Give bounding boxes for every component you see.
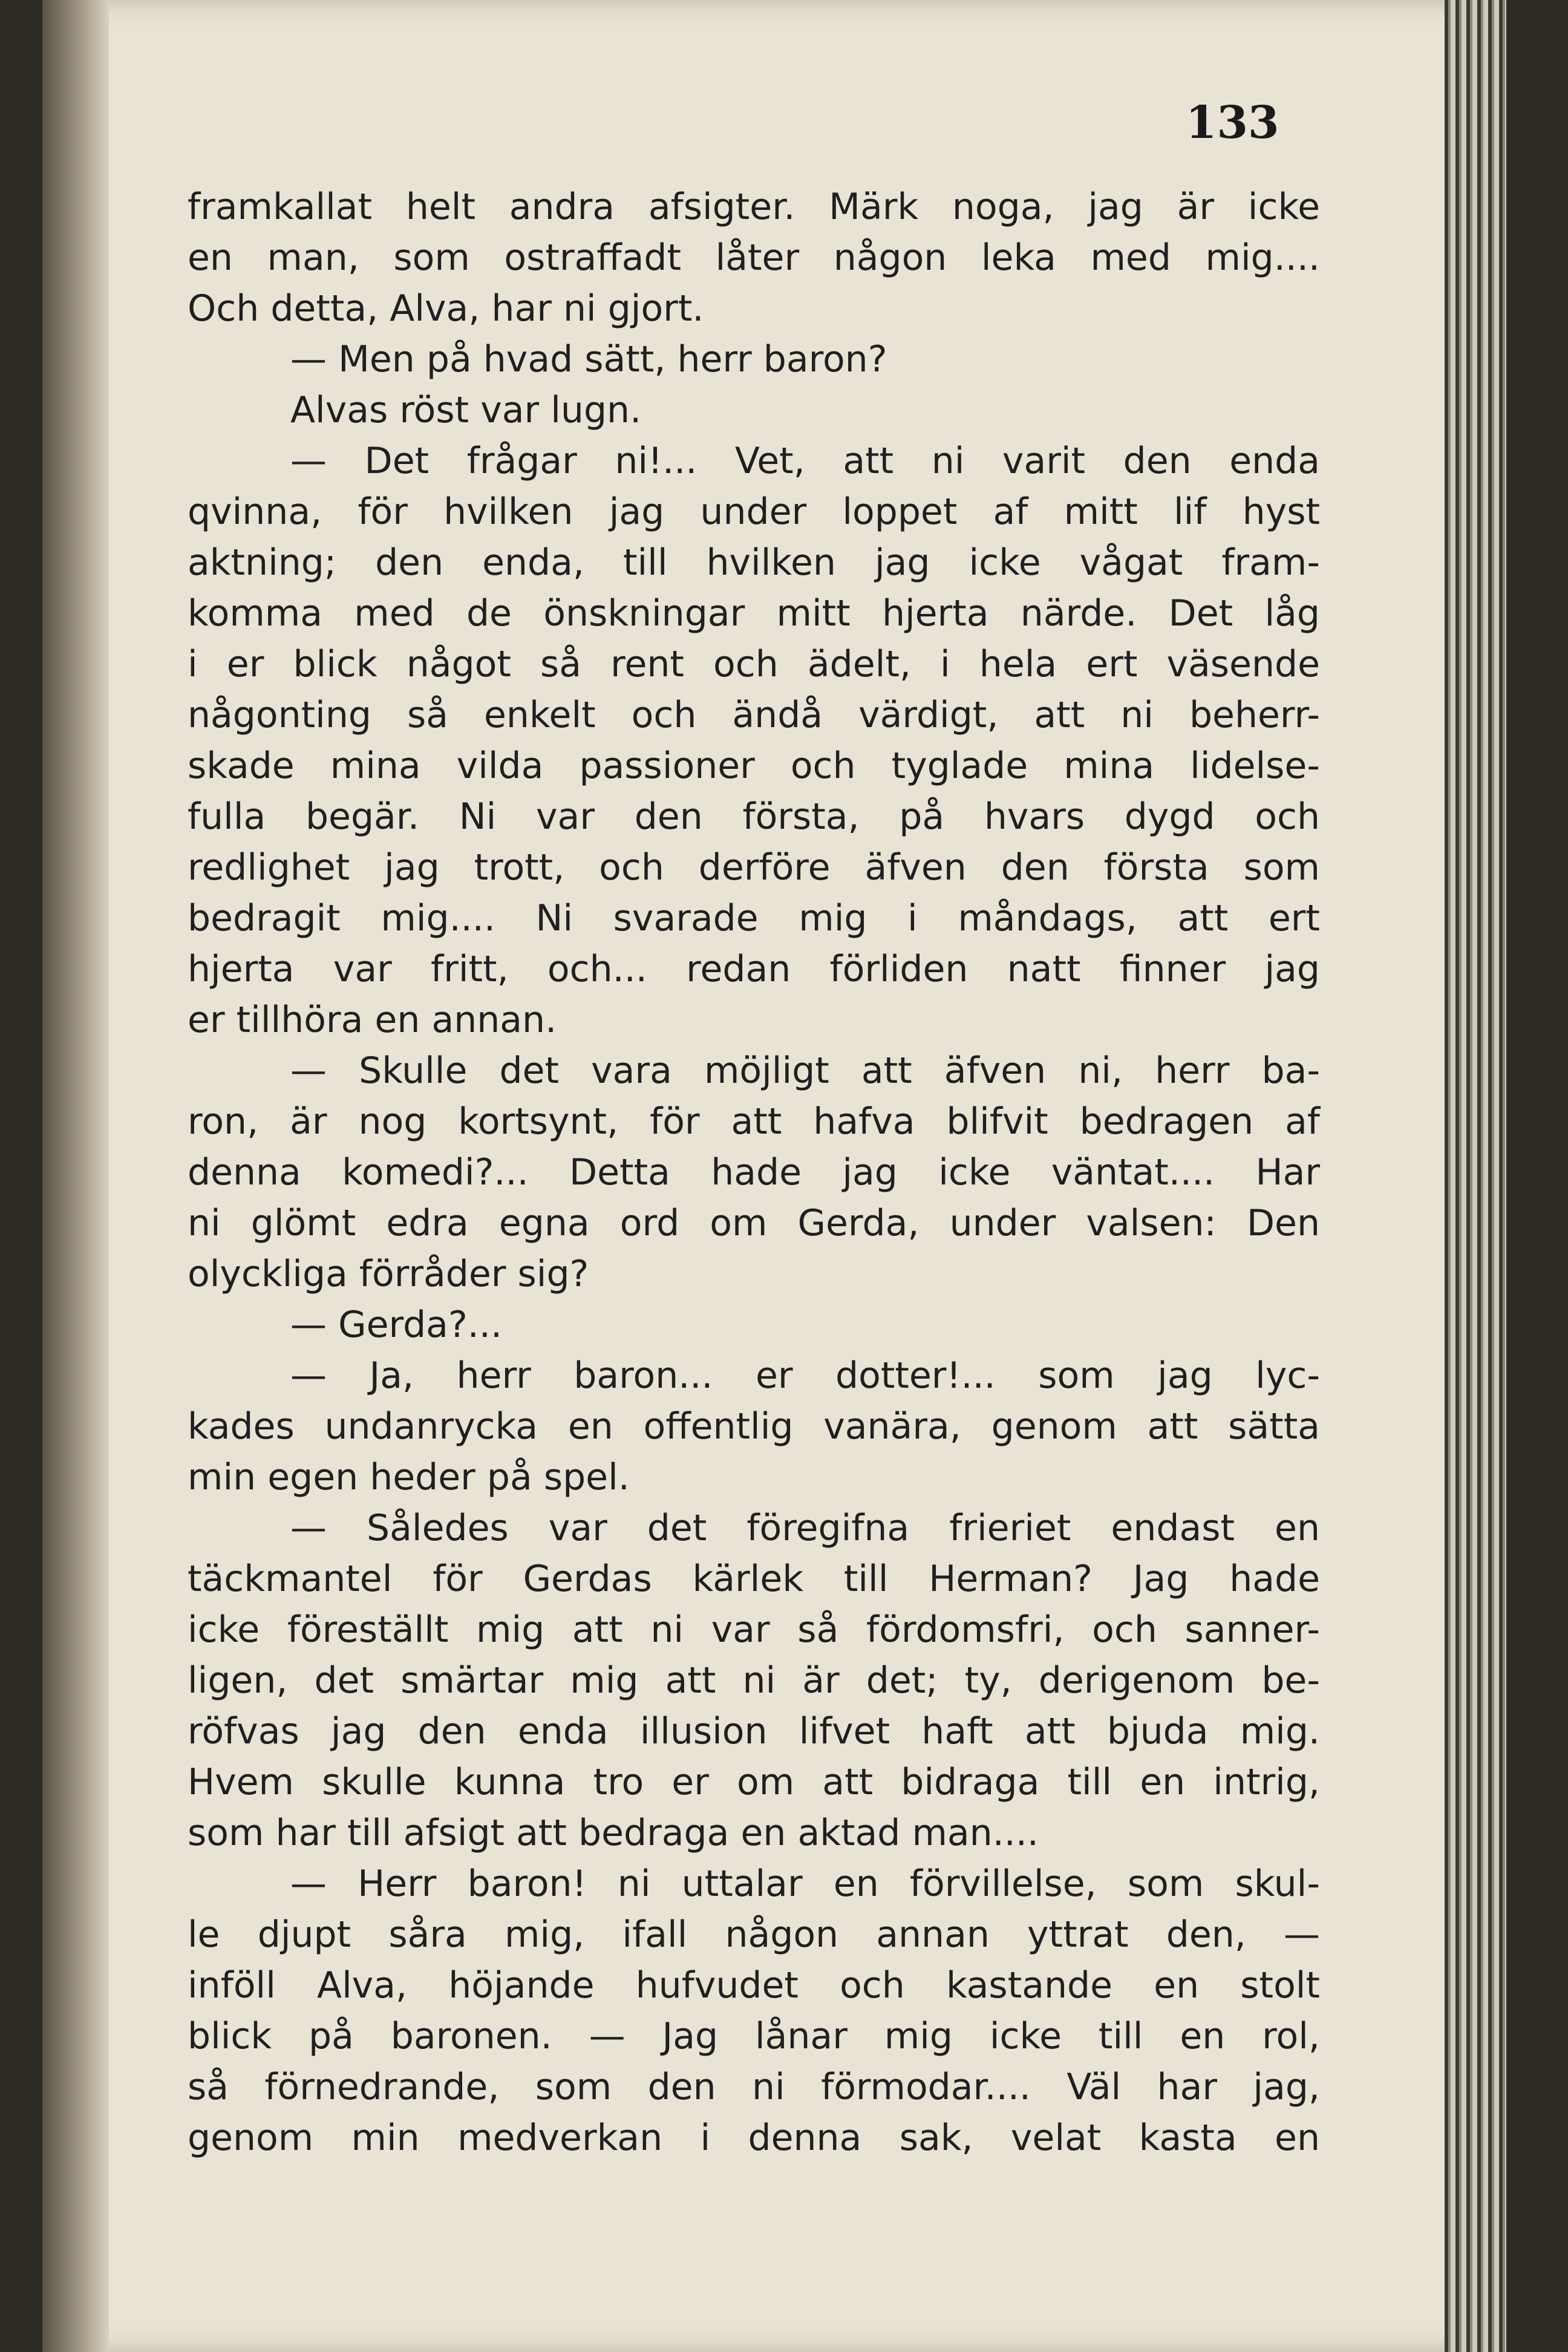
text-line: — Skulle det vara möjligt att äfven ni, herr ba-	[290, 1050, 1320, 1092]
body-text	[188, 181, 1320, 2163]
text-line: skade mina vilda passioner och tyglade mina lidelse-	[188, 745, 1320, 787]
text-line: icke föreställt mig att ni var så fördomsfri, och sanner-	[188, 1609, 1320, 1651]
book-page	[42, 0, 1506, 2352]
text-line: — Gerda?...	[290, 1304, 503, 1346]
text-line: er tillhöra en annan.	[188, 999, 557, 1041]
page-number: 133	[1186, 97, 1279, 149]
text-line: — Men på hvad sätt, herr baron?	[290, 338, 887, 381]
text-line: le djupt såra mig, ifall någon annan yttrat den, —	[188, 1913, 1320, 1956]
text-line: någonting så enkelt och ändå värdigt, att ni beherr-	[188, 694, 1320, 736]
text-line: redlighet jag trott, och derföre äfven den första som	[188, 846, 1320, 889]
text-line: så förnedrande, som den ni förmodar.... Väl har jag,	[188, 2066, 1320, 2108]
text-line: — Således var det föregifna frieriet endast en	[290, 1507, 1320, 1549]
page-edges	[1445, 0, 1506, 2352]
text-line: ni glömt edra egna ord om Gerda, under valsen: Den	[188, 1202, 1320, 1244]
text-line: en man, som ostraffadt låter någon leka med mig....	[188, 237, 1320, 279]
text-line: komma med de önskningar mitt hjerta närde. Det låg	[188, 592, 1320, 635]
text-line: — Det frågar ni!... Vet, att ni varit den enda	[290, 440, 1320, 482]
text-line: kades undanrycka en offentlig vanära, genom att sätta	[188, 1405, 1320, 1448]
text-line: Alvas röst var lugn.	[290, 389, 642, 431]
text-line: qvinna, för hvilken jag under loppet af mitt lif hyst	[188, 491, 1320, 533]
text-line: denna komedi?... Detta hade jag icke väntat.... Har	[188, 1151, 1320, 1194]
text-line: min egen heder på spel.	[188, 1456, 630, 1498]
text-line: genom min medverkan i denna sak, velat kasta en	[188, 2117, 1320, 2159]
text-line: ron, är nog kortsynt, för att hafva blifvit bedragen af	[188, 1100, 1320, 1143]
text-line: ligen, det smärtar mig att ni är det; ty, derigenom be-	[188, 1659, 1320, 1702]
text-line: aktning; den enda, till hvilken jag icke vågat fram-	[188, 541, 1320, 584]
text-line: som har till afsigt att bedraga en aktad man....	[188, 1812, 1039, 1854]
text-line: Och detta, Alva, har ni gjort.	[188, 287, 704, 330]
text-line: blick på baronen. — Jag lånar mig icke till en rol,	[188, 2015, 1320, 2057]
text-line: röfvas jag den enda illusion lifvet haft att bjuda mig.	[188, 1710, 1320, 1753]
text-line: täckmantel för Gerdas kärlek till Herman? Jag hade	[188, 1558, 1320, 1600]
text-line: inföll Alva, höjande hufvudet och kastande en stolt	[188, 1964, 1320, 2007]
text-line: i er blick något så rent och ädelt, i hela ert väsende	[188, 643, 1320, 685]
text-line: olyckliga förråder sig?	[188, 1253, 589, 1295]
text-line: Hvem skulle kunna tro er om att bidraga till en intrig,	[188, 1761, 1320, 1803]
text-line: bedragit mig.... Ni svarade mig i måndags, att ert	[188, 897, 1320, 939]
text-line: framkallat helt andra afsigter. Märk noga, jag är icke	[188, 186, 1320, 228]
text-line: — Ja, herr baron... er dotter!... som jag lyc-	[290, 1354, 1320, 1397]
text-line: hjerta var fritt, och... redan förliden natt finner jag	[188, 948, 1320, 990]
page-gutter	[42, 0, 109, 2352]
text-line: fulla begär. Ni var den första, på hvars dygd och	[188, 795, 1320, 838]
text-line: — Herr baron! ni uttalar en förvillelse, som skul-	[290, 1863, 1320, 1905]
